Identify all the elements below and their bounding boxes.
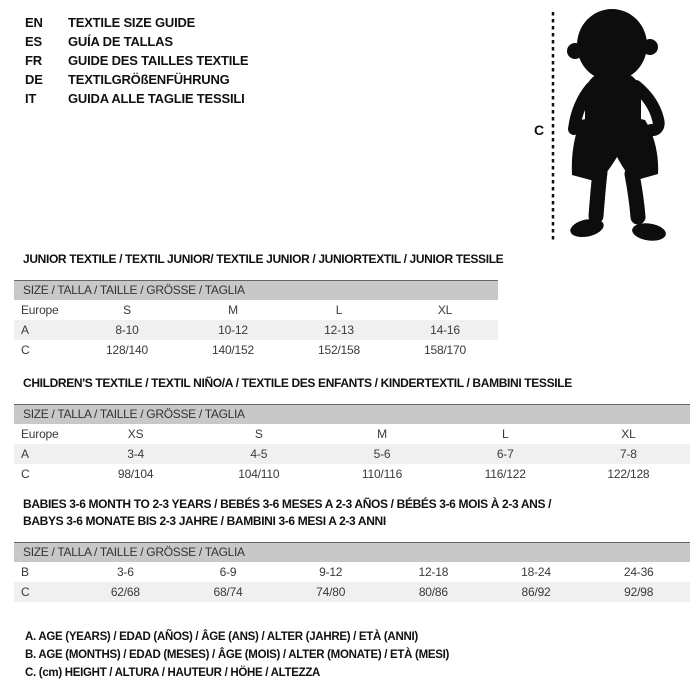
junior-size-table	[14, 280, 498, 360]
size-header-bar: SIZE / TALLA / TAILLE / GRÖSSE / TAGLIA	[14, 542, 690, 562]
language-title: GUÍA DE TALLAS	[68, 34, 173, 49]
row-label: C	[21, 467, 30, 481]
language-row	[25, 51, 248, 70]
age-cell: 7-8	[620, 447, 637, 461]
toddler-silhouette	[567, 9, 667, 243]
row-label: A	[21, 323, 29, 337]
age-cell: 6-9	[219, 565, 237, 579]
row-label: C	[21, 343, 30, 357]
age-cell: 12-13	[324, 323, 354, 337]
language-code: EN	[25, 15, 43, 30]
table-row	[14, 340, 498, 360]
age-cell: 9-12	[319, 565, 343, 579]
language-row	[25, 13, 248, 32]
height-cell: 86/92	[521, 585, 551, 599]
height-cell: 68/74	[213, 585, 243, 599]
junior-textile-section	[14, 252, 504, 360]
size-cell: L	[335, 303, 343, 317]
height-cell: 98/104	[117, 467, 154, 481]
babies-textile-section	[14, 496, 690, 602]
section-title: JUNIOR TEXTILE / TEXTIL JUNIOR/ TEXTILE JUNIOR / JUNIORTEXTIL / JUNIOR TESSILE	[23, 252, 504, 266]
height-cell: 104/110	[238, 467, 280, 481]
age-cell: 3-4	[127, 447, 144, 461]
legend-line-b: B. AGE (MONTHS) / EDAD (MESES) / ÂGE (MOIS) / ALTER (MONATE) / ETÀ (MESI)	[25, 649, 450, 661]
height-measure-label: C	[534, 122, 545, 138]
legend	[25, 628, 449, 682]
height-cell: 122/128	[607, 467, 650, 481]
table-row	[14, 424, 690, 444]
table-row	[14, 444, 690, 464]
language-row	[25, 70, 248, 89]
table-row	[14, 300, 498, 320]
section-title-line2: BABYS 3-6 MONATE BIS 2-3 JAHRE / BAMBINI 3-6 MESI A 2-3 ANNI	[23, 514, 386, 528]
size-header-bar: SIZE / TALLA / TAILLE / GRÖSSE / TAGLIA	[14, 280, 498, 300]
height-cell: 80/86	[418, 585, 448, 599]
age-cell: 18-24	[521, 565, 551, 579]
childrens-textile-section	[14, 376, 690, 484]
size-header-bar: SIZE / TALLA / TAILLE / GRÖSSE / TAGLIA	[14, 404, 690, 424]
height-cell: 128/140	[106, 343, 148, 357]
age-cell: 6-7	[496, 447, 514, 461]
table-row	[14, 582, 690, 602]
age-cell: 5-6	[373, 447, 391, 461]
age-cell: 3-6	[116, 565, 134, 579]
language-title: GUIDA ALLE TAGLIE TESSILI	[68, 91, 245, 106]
legend-line-c: C. (cm) HEIGHT / ALTURA / HAUTEUR / HÖHE / ALTEZZA	[25, 667, 321, 679]
row-label: C	[21, 585, 30, 599]
babies-size-table	[14, 542, 690, 602]
height-cell: 140/152	[212, 343, 254, 357]
section-title: CHILDREN'S TEXTILE / TEXTIL NIÑO/A / TEXTILE DES ENFANTS / KINDERTEXTIL / BAMBINI TESSILE	[23, 376, 572, 390]
section-title-line1: BABIES 3-6 MONTH TO 2-3 YEARS / BEBÉS 3-6 MESES A 2-3 AÑOS / BÉBÉS 3-6 MOIS À 2-3 ANS /	[23, 497, 552, 511]
language-title: GUIDE DES TAILLES TEXTILE	[68, 53, 249, 68]
height-cell: 62/68	[110, 585, 140, 599]
age-cell: 4-5	[250, 447, 268, 461]
language-row	[25, 32, 248, 51]
age-cell: 14-16	[430, 323, 460, 337]
childrens-size-table	[14, 404, 690, 484]
age-cell: 8-10	[115, 323, 139, 337]
language-title: TEXTILGRÖßENFÜHRUNG	[68, 72, 230, 87]
table-row	[14, 464, 690, 484]
language-code: IT	[25, 91, 37, 106]
size-cell: XS	[127, 427, 144, 441]
age-cell: 12-18	[418, 565, 449, 579]
language-row	[25, 89, 248, 108]
size-cell: M	[377, 427, 387, 441]
height-cell: 110/116	[361, 467, 403, 481]
height-cell: 92/98	[624, 585, 654, 599]
size-cell: L	[501, 427, 509, 441]
size-cell: XL	[621, 427, 636, 441]
language-code: FR	[25, 53, 42, 68]
height-cell: 158/170	[424, 343, 466, 357]
size-cell: XL	[437, 303, 453, 317]
legend-line-a: A. AGE (YEARS) / EDAD (AÑOS) / ÂGE (ANS) / ALTER (JAHRE) / ETÀ (ANNI)	[25, 631, 418, 643]
age-cell: 10-12	[218, 323, 248, 337]
height-cell: 152/158	[318, 343, 360, 357]
language-list	[25, 13, 248, 108]
row-label: A	[21, 447, 29, 461]
size-cell: S	[123, 303, 131, 317]
language-code: DE	[25, 72, 43, 87]
size-cell: M	[228, 303, 238, 317]
table-row	[14, 562, 690, 582]
row-label: Europe	[21, 427, 59, 441]
language-title: TEXTILE SIZE GUIDE	[68, 15, 196, 30]
table-row	[14, 320, 498, 340]
language-code: ES	[25, 34, 42, 49]
row-label: Europe	[21, 303, 59, 317]
height-cell: 116/122	[484, 467, 526, 481]
age-cell: 24-36	[623, 565, 654, 579]
row-label: B	[21, 565, 29, 579]
height-cell: 74/80	[316, 585, 346, 599]
size-cell: S	[254, 427, 263, 441]
